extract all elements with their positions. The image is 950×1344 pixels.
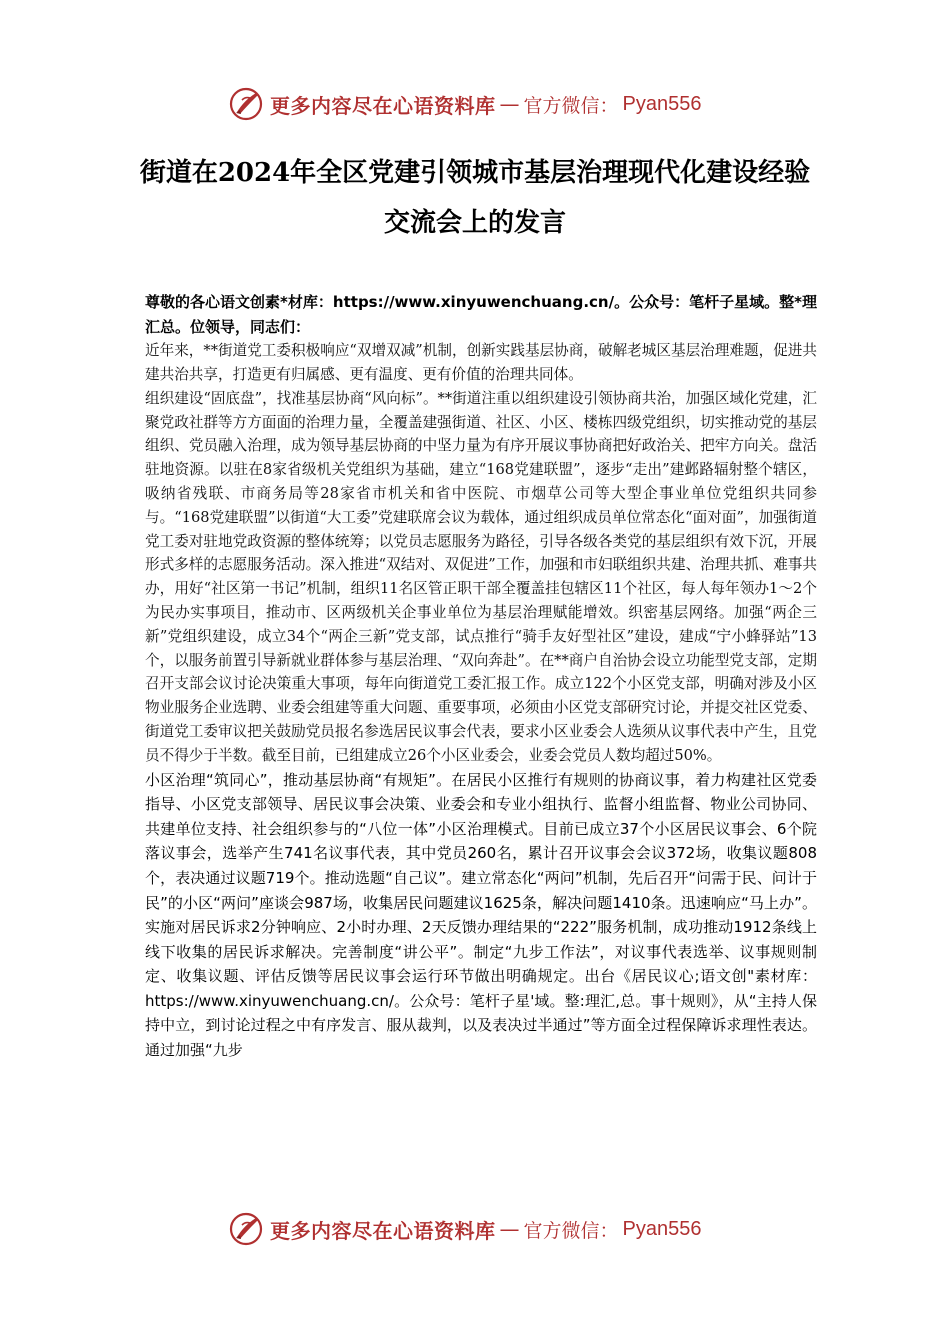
salutation-paragraph: 尊敬的各心语文创素*材库：https://www.xinyuwenchuang.cn/。公众号：笔杆子星域。整*理汇总。位领导，同志们： bbox=[145, 293, 817, 336]
banner-text: 更多内容尽在心语资料库 bbox=[270, 93, 496, 118]
banner-wechat-id: Pyan556 bbox=[622, 92, 702, 115]
header-banner bbox=[228, 84, 748, 124]
body-paragraph: 小区治理“筑同心”，推动基层协商“有规矩”。在居民小区推行有规则的协商议事，着力构建社区党委指导、小区党支部领导、居民议事会决策、业委会和专业小组执行、监督小组监督、物业公司协同、共建单位支持、社会组织参与的“八位一体”小区治理模式。目前已成立37个小区居民议事会、6个院落议事会，选举产生741名议事代表，其中党员260名，累计召开议事会会议372场，收集议题808个，表决通过议题719个。推动选题“自己议”。建立常态化“两问”机制，先后召开“问需于民、问计于民”的小区“两问”座谈会987场，收集居民问题建议1625条，解决问题1410条。迅速响应“马上办”。实施对居民诉求2分钟响应、2小时办理、2天反馈办理结果的“222”服务机制，成功推动1912条线上线下收集的居民诉求解决。完善制度“讲公平”。制定“九步工作法”，对议事代表选举、议事规则制定、收集议题、评估反馈等居民议事会运行环节做出明确规定。出台《居民议心;语文创"素材库：https://www.xinyuwenchuang.cn/。公众号：笔杆子星'域。整:理汇,总。事十规则》，从“主持人保持中立，到讨论过程之中有序发言、服从裁判，以及表决过半通过”等方面全过程保障诉求理性表达。通过加强“九步 bbox=[145, 770, 817, 1060]
banner-wechat-label: 官方微信： bbox=[523, 1219, 619, 1242]
banner-wechat-id: Pyan556 bbox=[622, 1217, 702, 1240]
banner-dash: — bbox=[499, 1217, 520, 1241]
document-body bbox=[145, 290, 817, 1190]
document-title: 街道在2024年全区党建引领城市基层治理现代化建设经验交流会上的发言 bbox=[139, 158, 811, 238]
body-paragraph: 组织建设“固底盘”，找准基层协商“风向标”。**街道注重以组织建设引领协商共治，加强区域化党建，汇聚党政社群等方方面面的治理力量，全覆盖建强街道、社区、小区、楼栋四级党组织，切实推动党的基层组织、党员融入治理，成为领导基层协商的中坚力量为有序开展议事协商把好政治关、把牢方向关。盘活驻地资源。以驻在8家省级机关党组织为基础，建立“168党建联盟”，逐步“走出”建邺路辐射整个辖区，吸纳省残联、市商务局等28家省市机关和省中医院、市烟草公司等大型企事业单位党组织共同参与。“168党建联盟”以街道“大工委”党建联席会议为载体，通过组织成员单位常态化“面对面”，加强街道党工委对驻地党政资源的整体统筹；以党员志愿服务为路径，引导各级各类党的基层组织有效下沉，开展形式多样的志愿服务活动。深入推进“双结对、双促进”工作，加强和市妇联组织共建、治理共抓、难事共办，用好“社区第一书记”机制，组织11名区管正职干部全覆盖挂包辖区11个社区，每人每年领办1～2个为民办实事项目，推动市、区两级机关企事业单位为基层治理赋能增效。织密基层网络。加强“两企三新”党组织建设，成立34个“两企三新”党支部，试点推行“骑手友好型社区”建设，建成“宁小蜂驿站”13个，以服务前置引导新就业群体参与基层治理、“双向奔赴”。在**商户自治协会设立功能型党支部，定期召开支部会议讨论决策重大事项，每年向街道党工委汇报工作。成立122个小区党支部，明确对涉及小区物业服务企业选聘、业委会组建等重大问题、重要事项，必须由小区党支部研究讨论，并提交社区党委、街道党工委审议把关鼓励党员报名参选居民议事会代表，要求小区业委会人选须从议事代表中产生，且党员不得少于半数。截至目前，已组建成立26个小区业委会，业委会党员人数均超过50%。 bbox=[145, 389, 817, 764]
banner-wechat-label: 官方微信： bbox=[523, 94, 619, 117]
banner-dash: — bbox=[499, 92, 520, 116]
banner-text: 更多内容尽在心语资料库 bbox=[270, 1218, 496, 1243]
footer-banner bbox=[228, 1209, 748, 1249]
brush-logo-icon bbox=[228, 1211, 264, 1247]
brush-logo-icon bbox=[228, 86, 264, 122]
body-paragraph: 近年来，**街道党工委积极响应“双增双减”机制，创新实践基层协商，破解老城区基层治理难题，促进共建共治共享，打造更有归属感、更有温度、更有价值的治理共同体。 bbox=[145, 342, 817, 383]
